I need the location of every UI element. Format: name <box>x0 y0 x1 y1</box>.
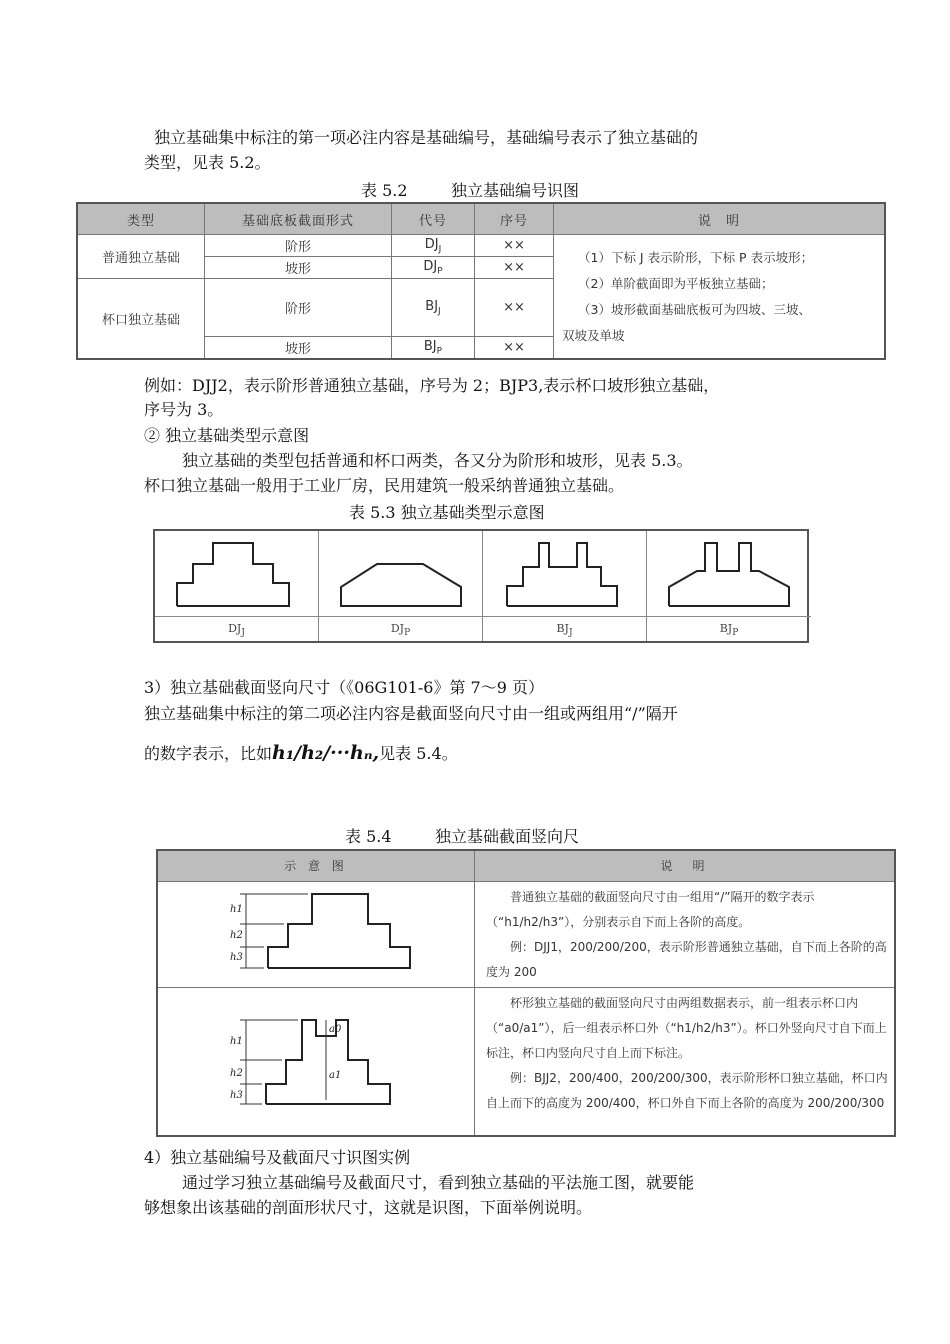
table-header-note: 说 明 <box>554 203 886 235</box>
table54-caption-number: 表 5.4 <box>345 827 392 846</box>
intro-line-2: 类型，见表 5.2。 <box>144 153 271 172</box>
diagram-cell-sloped-cup <box>647 531 811 641</box>
example-line-2: 序号为 3。 <box>144 400 224 419</box>
table-cell-code: $DJ_P$ <box>392 256 475 278</box>
stepped-ordinary-sketch <box>155 531 319 617</box>
diagram-label: $DJ_J$ <box>155 616 318 641</box>
table-cell-note: （1）下标 J 表示阶形，下标 P 表示坡形； （2）单阶截面即为平板独立基础； （3）坡形截面基础底板可为四坡、三坡、 双坡及单坡 <box>554 235 886 360</box>
section-dimension-table <box>156 849 896 1137</box>
table-cell-form: 阶形 <box>205 235 392 257</box>
dim-label-h3: h3 <box>230 952 243 963</box>
diagram-label: $BJ_J$ <box>483 616 646 641</box>
diagram-cell-sloped-ordinary <box>319 531 483 641</box>
diagram-cell-stepped-cup <box>483 531 647 641</box>
table-cell-serial: ×× <box>475 278 554 336</box>
section4-title: 4）独立基础编号及截面尺寸识图实例 <box>144 1148 411 1167</box>
table52-caption-number: 表 5.2 <box>361 181 408 200</box>
table-cell-form: 坡形 <box>205 337 392 360</box>
table-cell-code: $DJ_J$ <box>392 235 475 257</box>
table54-header-note: 说 明 <box>475 851 894 881</box>
table-cell-type: 普通独立基础 <box>77 235 205 279</box>
table-header-serial: 序号 <box>475 203 554 235</box>
dim-label-h1: h1 <box>230 904 243 915</box>
table52-caption-title: 独立基础编号识图 <box>451 181 580 200</box>
sloped-cup-sketch <box>647 531 811 617</box>
table54-row1-note: 普通独立基础的截面竖向尺寸由一组用“/”隔开的数字表示（“h1/h2/h3”），分别表示自下而上各阶的高度。 例：DJJ1，200/200/200，表示阶形普通独立基础，自下而上各阶的高度为 200 <box>486 890 887 979</box>
table-header-type: 类型 <box>77 203 205 235</box>
table-cell-serial: ×× <box>475 235 554 257</box>
intro-line-1: 独立基础集中标注的第一项必注内容是基础编号，基础编号表示了独立基础的 <box>154 128 699 147</box>
section3-line-2: 的数字表示，比如h₁/h₂/···hₙ,见表 5.4。 <box>144 742 458 764</box>
sloped-ordinary-sketch <box>319 531 483 617</box>
dim-label-a1: a1 <box>329 1070 342 1081</box>
table54-row2-note: 杯形独立基础的截面竖向尺寸由两组数据表示，前一组表示杯口内（“a0/a1”），后一组表示杯口外（“h1/h2/h3”）。杯口外竖向尺寸自下而上标注，杯口内竖向尺寸自上而下标注。 例：BJJ2，200/400，200/200/300，表示阶形杯口独立基础，杯口内自上而下的高度为 200/400，杯口外自下而上各阶的高度为 200/200/300 <box>486 996 888 1110</box>
foundation-code-table <box>76 202 886 360</box>
table-cell-form: 阶形 <box>205 278 392 336</box>
table-cell-code: $BJ_P$ <box>392 337 475 360</box>
section4-line-2: 够想象出该基础的剖面形状尺寸，这就是识图，下面举例说明。 <box>144 1198 593 1217</box>
diagram-label: $BJ_P$ <box>647 616 811 641</box>
section2-title: ② 独立基础类型示意图 <box>144 426 310 445</box>
table-cell-serial: ×× <box>475 256 554 278</box>
cup-dimension-sketch <box>158 988 474 1136</box>
diagram-label: $DJ_P$ <box>319 616 482 641</box>
table-cell-code: $BJ_J$ <box>392 278 475 336</box>
dim-label-h3: h3 <box>230 1090 243 1101</box>
dim-label-h2: h2 <box>230 1068 243 1079</box>
table-cell-type: 杯口独立基础 <box>77 278 205 359</box>
section3-title: 3）独立基础截面竖向尺寸（《06G101-6》第 7～9 页） <box>144 678 544 697</box>
dim-label-h2: h2 <box>230 930 243 941</box>
table-cell-form: 坡形 <box>205 256 392 278</box>
section2-line-1: 独立基础的类型包括普通和杯口两类，各又分为阶形和坡形，见表 5.3。 <box>182 451 693 470</box>
table-cell-serial: ×× <box>475 337 554 360</box>
table53-caption: 表 5.3 独立基础类型示意图 <box>349 503 545 522</box>
table54-header-diagram: 示 意 图 <box>158 851 475 881</box>
ordinary-dimension-sketch <box>158 882 474 987</box>
diagram-cell-stepped-ordinary <box>155 531 319 641</box>
section2-line-2: 杯口独立基础一般用于工业厂房，民用建筑一般采纳普通独立基础。 <box>144 476 625 495</box>
table54-caption-title: 独立基础截面竖向尺 <box>435 827 580 846</box>
dim-label-a0: a0 <box>329 1024 342 1035</box>
stepped-cup-sketch <box>483 531 647 617</box>
table-header-code: 代号 <box>392 203 475 235</box>
dim-label-h1: h1 <box>230 1036 243 1047</box>
section4-line-1: 通过学习独立基础编号及截面尺寸，看到独立基础的平法施工图，就要能 <box>182 1173 695 1192</box>
formula-h1-h2-hn: h₁/h₂/···hₙ, <box>272 742 380 764</box>
section3-line-1: 独立基础集中标注的第二项必注内容是截面竖向尺寸由一组或两组用“/”隔开 <box>144 704 678 723</box>
example-line-1: 例如：DJJ2，表示阶形普通独立基础，序号为 2；BJP3,表示杯口坡形独立基础， <box>144 376 720 395</box>
foundation-type-diagram-table <box>153 529 809 643</box>
table-header-form: 基础底板截面形式 <box>205 203 392 235</box>
